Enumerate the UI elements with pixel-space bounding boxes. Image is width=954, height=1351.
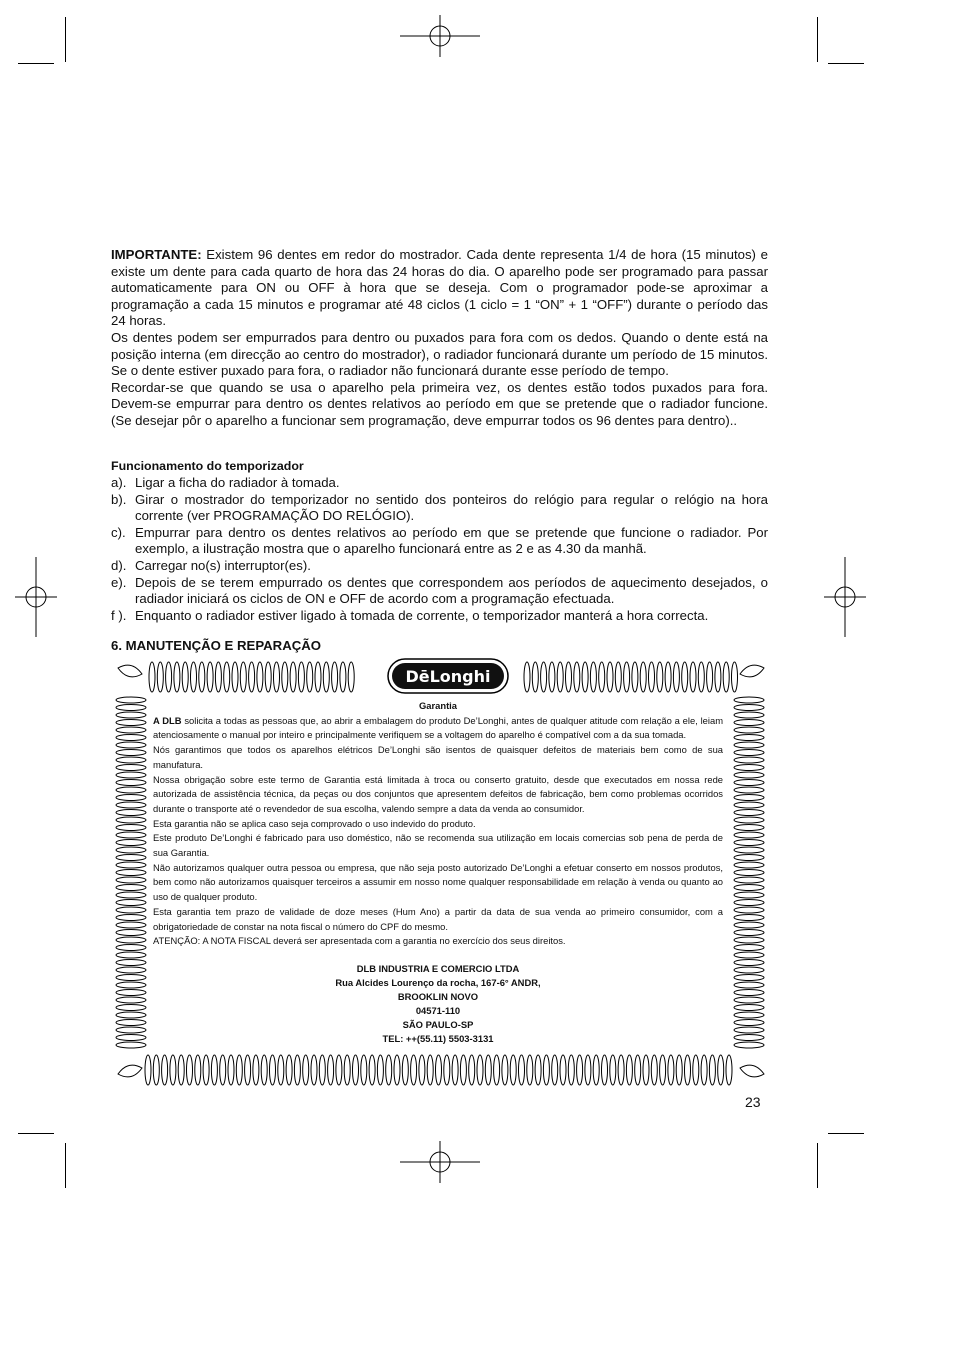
- frame-coil: [734, 870, 764, 876]
- frame-coil: [624, 662, 630, 692]
- frame-coil: [566, 662, 572, 692]
- warranty-paragraph: Não autorizamos qualquer outra pessoa ou empresa, que não seja posto autorizado De’Longhi a efetuar conserto em nossos produtos, bem como não autorizamos quaisquer terceiros a assumir em nosso nome qualquer responsabilidade em relação à venda ou quanto ao uso de qualquer produto.: [153, 861, 723, 903]
- corner-leaf: [118, 665, 142, 677]
- frame-coil: [353, 1055, 359, 1085]
- important-label: IMPORTANTE:: [111, 247, 202, 262]
- frame-coil: [734, 937, 764, 943]
- frame-coil: [116, 945, 146, 951]
- frame-coil: [220, 1055, 226, 1085]
- frame-coil: [249, 662, 255, 692]
- frame-coil: [734, 780, 764, 786]
- frame-coil: [116, 975, 146, 981]
- warranty-paragraph: Nós garantimos que todos os aparelhos elétricos De’Longhi são isentos de quaisquer defeitos de materiais bem como de sua manufatura.: [153, 744, 723, 770]
- frame-coil: [294, 1055, 300, 1085]
- frame-coil: [734, 862, 764, 868]
- frame-coil: [265, 662, 271, 692]
- frame-coil: [116, 930, 146, 936]
- frame-coil: [660, 1055, 666, 1085]
- frame-coil: [236, 1055, 242, 1085]
- frame-coil: [477, 1055, 483, 1085]
- frame-coil: [734, 720, 764, 726]
- frame-coil: [270, 1055, 276, 1085]
- frame-coil: [187, 1055, 193, 1085]
- frame-coil: [436, 1055, 442, 1085]
- frame-coil: [116, 1012, 146, 1018]
- frame-coil: [469, 1055, 475, 1085]
- frame-coil: [734, 697, 764, 703]
- frame-coil: [116, 922, 146, 928]
- frame-coil: [153, 1055, 159, 1085]
- frame-coil: [734, 727, 764, 733]
- frame-coil: [166, 662, 172, 692]
- frame-coil: [290, 662, 296, 692]
- frame-coil: [460, 1055, 466, 1085]
- maintenance-heading: 6. MANUTENÇÃO E REPARAÇÃO: [111, 638, 322, 653]
- frame-coil: [116, 735, 146, 741]
- frame-coil: [274, 662, 280, 692]
- frame-coil: [203, 1055, 209, 1085]
- list-item: d). Carregar no(s) interruptor(es).: [111, 557, 311, 573]
- frame-coil: [585, 1055, 591, 1085]
- frame-coil: [734, 825, 764, 831]
- frame-coil: [574, 662, 580, 692]
- frame-coil: [336, 1055, 342, 1085]
- intro-paragraph: Recordar-se que quando se usa o aparelho pela primeira vez, os dentes estão todos puxados para fora. Devem-se empurrar para dentro os dentes relativos ao período em que se pretende que o radiador funcione. (Se desejar pôr o aparelho a funcionar sem programação, deve empurrar todos os 96 dentes para dentro)..: [111, 379, 768, 428]
- frame-coil: [590, 662, 596, 692]
- delonghi-logo: [387, 658, 509, 694]
- frame-coil: [734, 832, 764, 838]
- frame-coil: [348, 662, 354, 692]
- frame-coil: [734, 712, 764, 718]
- frame-coil: [323, 662, 329, 692]
- frame-coil: [116, 765, 146, 771]
- frame-coil: [444, 1055, 450, 1085]
- frame-coil: [519, 1055, 525, 1085]
- list-item: b). Girar o mostrador do temporizador no sentido dos ponteiros do relógio para regular o relógio na hora corrente (ver PROGRAMAÇÃO DO RELÓGIO).: [111, 491, 768, 524]
- frame-coil: [673, 662, 679, 692]
- frame-coil: [734, 802, 764, 808]
- frame-coil: [510, 1055, 516, 1085]
- frame-coil: [199, 662, 205, 692]
- frame-coil: [524, 662, 530, 692]
- frame-coil: [427, 1055, 433, 1085]
- frame-coil: [602, 1055, 608, 1085]
- frame-coil: [657, 662, 663, 692]
- frame-coil: [240, 662, 246, 692]
- frame-coil: [369, 1055, 375, 1085]
- frame-coil: [315, 662, 321, 692]
- frame-coil: [116, 855, 146, 861]
- warranty-paragraph: Esta garantia tem prazo de validade de doze meses (Hum Ano) a partir da data de sua venda ao primeiro consumidor, com a obrigatoriedade de constar na nota fiscal o número do CPF do mesmo.: [153, 905, 723, 932]
- frame-coil: [245, 1055, 251, 1085]
- frame-coil: [626, 1055, 632, 1085]
- frame-coil: [734, 795, 764, 801]
- frame-coil: [734, 742, 764, 748]
- frame-coil: [116, 892, 146, 898]
- page-number: 23: [745, 1094, 761, 1110]
- frame-coil: [116, 795, 146, 801]
- frame-coil: [282, 662, 288, 692]
- frame-coil: [701, 1055, 707, 1085]
- frame-coil: [543, 1055, 549, 1085]
- frame-coil: [549, 662, 555, 692]
- frame-coil: [607, 662, 613, 692]
- frame-coil: [734, 892, 764, 898]
- corner-leaf: [118, 1065, 142, 1077]
- frame-coil: [502, 1055, 508, 1085]
- frame-coil: [734, 855, 764, 861]
- frame-coil: [116, 817, 146, 823]
- frame-coil: [361, 1055, 367, 1085]
- warranty-paragraph: A DLB solicita a todas as pessoas que, ao abrir a embalagem do produto De’Longhi, antes de qualquer atitude com relação a ele, leiam atenciosamente o manual por inteiro e principalmente verifiquem se a voltagem do aparelho é compatível com a da sua tomada.: [153, 714, 724, 741]
- delonghi-logo-icon: [387, 658, 509, 694]
- frame-coil: [593, 1055, 599, 1085]
- frame-coil: [116, 952, 146, 958]
- frame-coil: [116, 885, 146, 891]
- frame-coil: [116, 907, 146, 913]
- frame-coil: [665, 662, 671, 692]
- frame-coil: [485, 1055, 491, 1085]
- frame-coil: [527, 1055, 533, 1085]
- address-line: Rua Alcides Lourenço da rocha, 167-6° ANDR,: [335, 977, 541, 988]
- frame-coil: [734, 922, 764, 928]
- frame-coil: [182, 662, 188, 692]
- frame-coil: [116, 802, 146, 808]
- frame-coil: [734, 1005, 764, 1011]
- frame-coil: [734, 1035, 764, 1041]
- frame-coil: [278, 1055, 284, 1085]
- frame-coil: [734, 997, 764, 1003]
- frame-coil: [211, 1055, 217, 1085]
- frame-coil: [116, 810, 146, 816]
- frame-coil: [685, 1055, 691, 1085]
- frame-coil: [174, 662, 180, 692]
- frame-coil: [116, 937, 146, 943]
- frame-coil: [162, 1055, 168, 1085]
- frame-coil: [419, 1055, 425, 1085]
- frame-coil: [116, 757, 146, 763]
- frame-coil: [319, 1055, 325, 1085]
- frame-coil: [668, 1055, 674, 1085]
- warranty-paragraph: Este produto De’Longhi é fabricado para uso doméstico, não se recomenda sua utilização em locais comercias sob pena de perda de sua Garantia.: [153, 832, 723, 859]
- frame-coil: [116, 990, 146, 996]
- frame-coil: [207, 662, 213, 692]
- frame-coil: [116, 832, 146, 838]
- frame-coil: [116, 1020, 146, 1026]
- frame-coil: [116, 997, 146, 1003]
- frame-coil: [191, 662, 197, 692]
- frame-coil: [386, 1055, 392, 1085]
- frame-coil: [116, 720, 146, 726]
- warranty-paragraph: ATENÇÃO: A NOTA FISCAL deverá ser apresentada com a garantia no exercício dos seus direitos.: [153, 935, 566, 947]
- frame-coil: [116, 960, 146, 966]
- frame-coil: [116, 900, 146, 906]
- frame-coil: [494, 1055, 500, 1085]
- frame-coil: [734, 772, 764, 778]
- list-item: c). Empurrar para dentro os dentes relativos ao período em que se pretende que funcione o radiador. Por exemplo, a ilustração mostra que o aparelho funcionará entre as 2 e as 4.30 da manhã.: [111, 524, 768, 557]
- frame-coil: [734, 907, 764, 913]
- address-line: BROOKLIN NOVO: [397, 991, 479, 1002]
- frame-coil: [541, 662, 547, 692]
- frame-coil: [116, 825, 146, 831]
- frame-coil: [215, 662, 221, 692]
- frame-coil: [577, 1055, 583, 1085]
- frame-coil: [610, 1055, 616, 1085]
- frame-coil: [734, 757, 764, 763]
- frame-coil: [676, 1055, 682, 1085]
- frame-coil: [286, 1055, 292, 1085]
- warranty-paragraph: Nossa obrigação sobre este termo de Garantia está limitada à troca ou conserto gratuito, desde que executados em nossa rede autorizada de assistência técnica, da peças ou dos conjuntos que apresentem defeitos de fabricação, bem como problemas ocorridos durante o transporte até o revendedor de sua escolha, valendo sempre a data da venda ao consumidor.: [153, 773, 723, 814]
- frame-coil: [116, 877, 146, 883]
- frame-coil: [618, 1055, 624, 1085]
- frame-coil: [344, 1055, 350, 1085]
- address-line: 04571-110: [415, 1005, 461, 1016]
- frame-coil: [307, 662, 313, 692]
- frame-coil: [734, 945, 764, 951]
- company-address: [153, 962, 723, 1046]
- frame-coil: [552, 1055, 558, 1085]
- frame-coil: [116, 705, 146, 711]
- frame-coil: [377, 1055, 383, 1085]
- frame-coil: [734, 877, 764, 883]
- frame-coil: [116, 772, 146, 778]
- frame-coil: [116, 915, 146, 921]
- warranty-paragraph: Esta garantia não se aplica caso seja comprovado o uso indevido do produto.: [153, 817, 476, 829]
- address-line: TEL: ++(55.11) 5503-3131: [382, 1033, 494, 1044]
- frame-coil: [394, 1055, 400, 1085]
- frame-coil: [560, 1055, 566, 1085]
- corner-leaf: [740, 1065, 764, 1077]
- frame-coil: [411, 1055, 417, 1085]
- frame-coil: [734, 735, 764, 741]
- frame-coil: [402, 1055, 408, 1085]
- frame-coil: [734, 765, 764, 771]
- frame-coil: [707, 662, 713, 692]
- frame-coil: [732, 662, 738, 692]
- frame-coil: [734, 787, 764, 793]
- frame-coil: [643, 1055, 649, 1085]
- frame-coil: [116, 982, 146, 988]
- frame-coil: [303, 1055, 309, 1085]
- frame-coil: [116, 697, 146, 703]
- frame-coil: [734, 930, 764, 936]
- frame-coil: [116, 840, 146, 846]
- frame-coil: [734, 840, 764, 846]
- svg-text:DēLonghi: DēLonghi: [405, 667, 491, 686]
- frame-coil: [116, 847, 146, 853]
- timer-heading: Funcionamento do temporizador: [111, 459, 304, 473]
- frame-coil: [734, 1027, 764, 1033]
- intro-paragraph: IMPORTANTE: Existem 96 dentes em redor do mostrador. Cada dente representa 1/4 de hora (15 minutos) e existe um dente para cada quarto de hora das 24 horas do dia. O aparelho pode ser programado para passar automaticamente para ON ou OFF à hora que se deseja. Com o programador pode-se aproximar a programação a cada 15 minutos e programar até 48 ciclos (1 ciclo = 1 “ON” + 1 “OFF”) durante o período das 24 horas.: [111, 247, 768, 329]
- frame-coil: [116, 780, 146, 786]
- frame-coil: [734, 750, 764, 756]
- frame-coil: [261, 1055, 267, 1085]
- address-line: DLB INDUSTRIA E COMERCIO LTDA: [356, 963, 520, 974]
- frame-coil: [340, 662, 346, 692]
- frame-coil: [116, 870, 146, 876]
- frame-coil: [734, 1042, 764, 1048]
- list-item: a). Ligar a ficha do radiador à tomada.: [111, 475, 340, 490]
- warranty-title: Garantia: [418, 700, 458, 711]
- frame-coil: [632, 662, 638, 692]
- frame-coil: [599, 662, 605, 692]
- frame-coil: [257, 662, 263, 692]
- frame-coil: [734, 817, 764, 823]
- frame-coil: [734, 952, 764, 958]
- frame-coil: [709, 1055, 715, 1085]
- frame-coil: [698, 662, 704, 692]
- frame-coil: [228, 1055, 234, 1085]
- frame-coil: [116, 742, 146, 748]
- frame-coil: [734, 967, 764, 973]
- frame-coil: [232, 662, 238, 692]
- frame-coil: [734, 960, 764, 966]
- frame-coil: [178, 1055, 184, 1085]
- frame-coil: [718, 1055, 724, 1085]
- frame-coil: [298, 662, 304, 692]
- frame-coil: [116, 967, 146, 973]
- frame-coil: [195, 1055, 201, 1085]
- list-item: e). Depois de se terem empurrado os dentes que correspondem aos períodos de aquecimento desejados, o radiador iniciará os ciclos de ON e OFF de acordo com a programação efectuada.: [111, 574, 768, 607]
- frame-coil: [116, 1027, 146, 1033]
- frame-coil: [311, 1055, 317, 1085]
- frame-coil: [568, 1055, 574, 1085]
- corner-leaf: [740, 665, 764, 677]
- frame-coil: [635, 1055, 641, 1085]
- frame-coil: [734, 810, 764, 816]
- frame-coil: [726, 1055, 732, 1085]
- frame-coil: [734, 1012, 764, 1018]
- frame-coil: [170, 1055, 176, 1085]
- frame-coil: [690, 662, 696, 692]
- frame-coil: [693, 1055, 699, 1085]
- list-item: f ). Enquanto o radiador estiver ligado à tomada de corrente, o temporizador manterá a hora correcta.: [111, 607, 709, 623]
- frame-coil: [734, 982, 764, 988]
- frame-coil: [535, 1055, 541, 1085]
- frame-coil: [723, 662, 729, 692]
- frame-coil: [715, 662, 721, 692]
- frame-coil: [640, 662, 646, 692]
- frame-coil: [734, 705, 764, 711]
- frame-coil: [734, 1020, 764, 1026]
- frame-coil: [224, 662, 230, 692]
- intro-paragraph: Os dentes podem ser empurrados para dentro ou puxados para fora com os dedos. Quando o dente está na posição interna (em direcção ao centro do mostrador), o radiador funcionará durante um período de 15 minutos. Se o dente estiver puxado para fora, o radiador não funcionará durante esse período de tempo.: [111, 329, 768, 379]
- frame-coil: [734, 975, 764, 981]
- frame-coil: [615, 662, 621, 692]
- frame-coil: [328, 1055, 334, 1085]
- frame-coil: [682, 662, 688, 692]
- frame-coil: [116, 1005, 146, 1011]
- frame-coil: [532, 662, 538, 692]
- frame-coil: [116, 750, 146, 756]
- frame-coil: [116, 727, 146, 733]
- frame-coil: [145, 1055, 151, 1085]
- frame-coil: [116, 1035, 146, 1041]
- frame-coil: [157, 662, 163, 692]
- frame-coil: [649, 662, 655, 692]
- address-line: SÃO PAULO-SP: [402, 1019, 474, 1030]
- frame-coil: [452, 1055, 458, 1085]
- frame-coil: [557, 662, 563, 692]
- frame-coil: [734, 847, 764, 853]
- warranty-section: [153, 699, 723, 949]
- frame-coil: [651, 1055, 657, 1085]
- frame-coil: [582, 662, 588, 692]
- frame-coil: [116, 712, 146, 718]
- frame-coil: [116, 1042, 146, 1048]
- frame-coil: [734, 915, 764, 921]
- frame-coil: [116, 862, 146, 868]
- frame-coil: [332, 662, 338, 692]
- frame-coil: [253, 1055, 259, 1085]
- frame-coil: [734, 900, 764, 906]
- frame-coil: [116, 787, 146, 793]
- frame-coil: [734, 990, 764, 996]
- frame-coil: [149, 662, 155, 692]
- frame-coil: [734, 885, 764, 891]
